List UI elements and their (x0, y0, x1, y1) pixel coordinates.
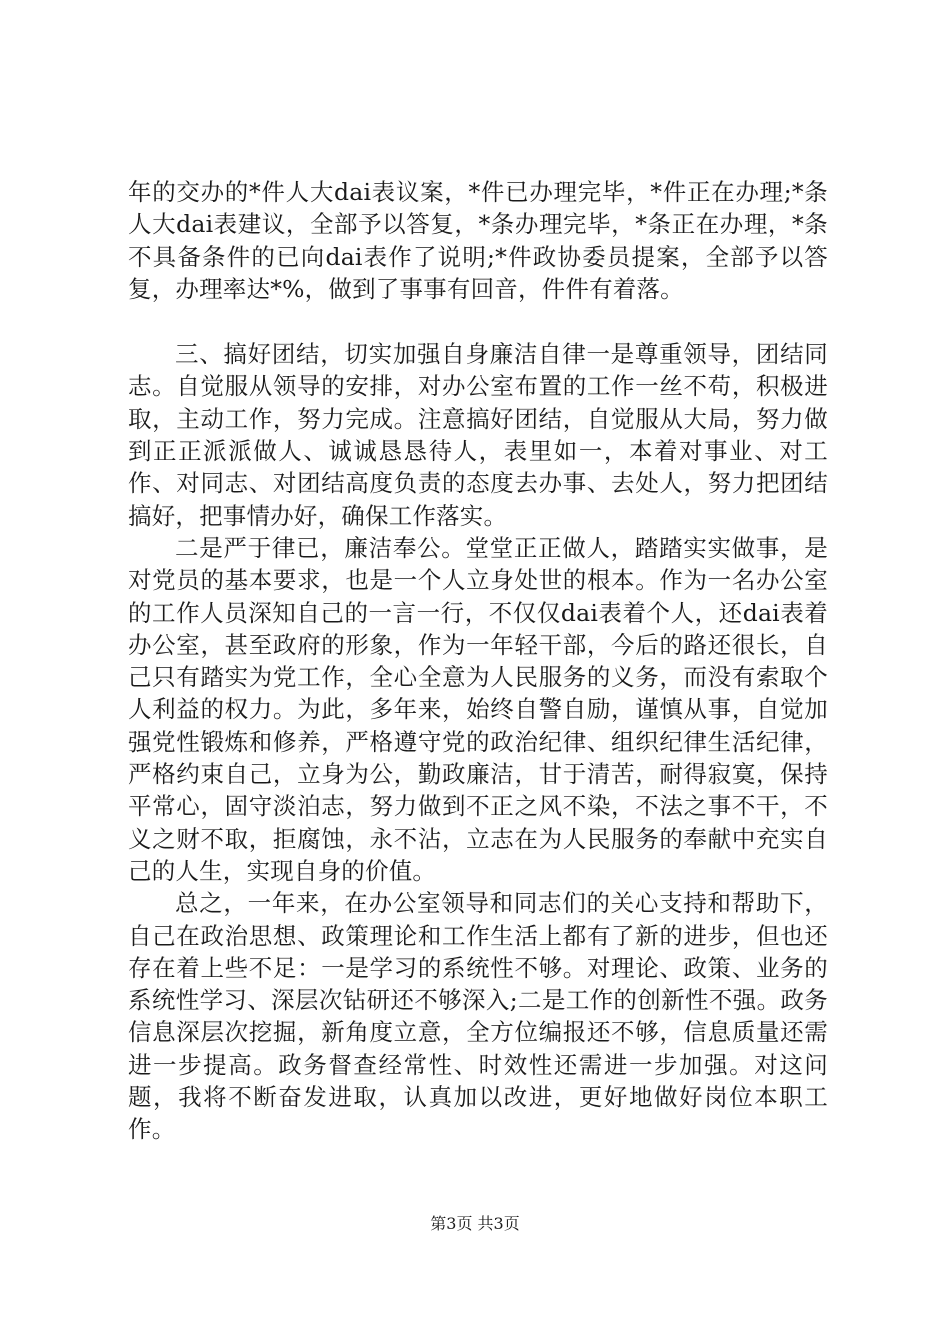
page-number-footer: 第3页 共3页 (430, 1214, 520, 1233)
paragraph-integrity: 二是严于律已，廉洁奉公。堂堂正正做人，踏踏实实做事，是对党员的基本要求，也是一个人立身处世的根本。作为一名办公室的工作人员深知自己的一言一行，不仅仅dai表着个人，还dai表着办公室，甚至政府的形象，作为一年轻干部，今后的路还很长，自己只有踏实为党工作，全心全意为人民服务的义务，而没有索取个人利益的权力。为此，多年来，始终自警自励，谨慎从事，自觉加强党性锻炼和修养，严格遵守党的政治纪律、组织纪律生活纪律，严格约束自己，立身为公，勤政廉洁，甘于清苦，耐得寂寞，保持平常心，固守淡泊志，努力做到不正之风不染，不法之事不干，不义之财不取，拒腐蚀，永不沾，立志在为人民服务的奉献中充实自己的人生，实现自身的价值。 (128, 533, 828, 885)
document-body (128, 176, 828, 1146)
paragraph-section-three: 三、搞好团结，切实加强自身廉洁自律一是尊重领导，团结同志。自觉服从领导的安排，对办公室布置的工作一丝不苟，积极进取，主动工作，努力完成。注意搞好团结，自觉服从大局，努力做到正正派派做人、诚诚恳恳待人，表里如一，本着对事业、对工作、对同志、对团结高度负责的态度去办事、去处人，努力把团结搞好，把事情办好，确保工作落实。 (128, 340, 828, 530)
paragraph-summary: 总之，一年来，在办公室领导和同志们的关心支持和帮助下，自己在政治思想、政策理论和工作生活上都有了新的进步，但也还存在着上些不足：一是学习的系统性不够。对理论、政策、业务的系统性学习、深层次钻研还不够深入;二是工作的创新性不强。政务信息深层次挖掘，新角度立意，全方位编报还不够，信息质量还需进一步提高。政务督查经常性、时效性还需进一步加强。对这问题，我将不断奋发进取，认真加以改进，更好地做好岗位本职工作。 (128, 889, 828, 1144)
paragraph-continuation: 年的交办的*件人大dai表议案，*件已办理完毕，*件正在办理;*条人大dai表建议，全部予以答复，*条办理完毕，*条正在办理，*条不具备条件的已向dai表作了说明;*件政协委员提案，全部予以答复，办理率达*%，做到了事事有回音，件件有着落。 (128, 178, 828, 303)
